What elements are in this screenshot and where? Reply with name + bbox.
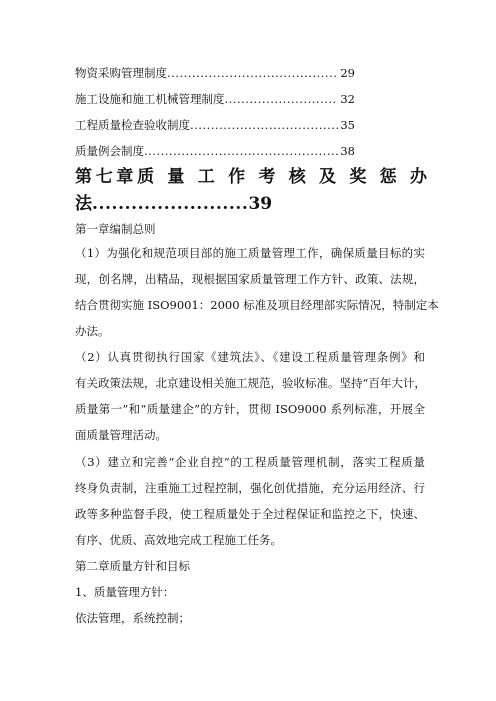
list-item: 1、质量管理方针： bbox=[75, 585, 175, 599]
paragraph-line: （3）建立和完善“企业自控”的工程质量管理机制，落实工程质量 bbox=[75, 455, 425, 469]
paragraph-line: 质量第一”和“质量建企”的方针，贯彻 ISO9000 系列标准，开展全 bbox=[75, 402, 425, 416]
toc-entry-title: 施工设施和施工机械管理制度 bbox=[75, 92, 225, 106]
paragraph-line: （2）认真贯彻执行国家《建筑法》、《建设工程质量管理条例》和 bbox=[75, 350, 425, 364]
paragraph-line: 现，创名牌，出精品，现根据国家质量管理工作方针、政策、法规， bbox=[75, 272, 425, 286]
chapter-7-title-continued[interactable] bbox=[75, 193, 272, 215]
toc-entry-title: 物资采购管理制度 bbox=[75, 66, 167, 80]
paragraph-line: 办法。 bbox=[75, 324, 110, 338]
toc-entry[interactable] bbox=[75, 144, 355, 158]
toc-leader-dots bbox=[190, 118, 338, 132]
list-item: 依法管理，系统控制； bbox=[75, 611, 190, 625]
paragraph-line: 结合贯彻实施 ISO9001：2000 标准及项目经理部实际情况，特制定本 bbox=[75, 298, 439, 312]
toc-entry[interactable] bbox=[75, 92, 355, 106]
paragraph-line: 有关政策法规，北京建设相关施工规范，验收标准。坚持“百年大计， bbox=[75, 376, 426, 390]
paragraph-line: 终身负责制，注重施工过程控制，强化创优措施，充分运用经济、行 bbox=[75, 481, 425, 495]
paragraph-line: （1）为强化和规范项目部的施工质量管理工作，确保质量目标的实 bbox=[75, 246, 425, 260]
toc-entry-title: 质量例会制度 bbox=[75, 144, 144, 158]
toc-entry-page: 38 bbox=[340, 144, 355, 158]
toc-leader-dots bbox=[225, 92, 339, 106]
chapter-7-page: 39 bbox=[248, 194, 273, 214]
chapter-7-title-tail: 法 bbox=[75, 194, 92, 214]
paragraph-line: 面质量管理活动。 bbox=[75, 428, 167, 442]
section-heading: 第二章质量方针和目标 bbox=[75, 559, 190, 573]
toc-entry-page: 32 bbox=[340, 92, 355, 106]
chapter-7-leader-dots: ........................ bbox=[92, 194, 249, 214]
chapter-7-title[interactable]: 第七章质 量 工 作 考 核 及 奖 惩 办 bbox=[75, 167, 427, 187]
toc-entry-page: 29 bbox=[340, 66, 355, 80]
toc-entry-title: 工程质量检查验收制度 bbox=[75, 118, 190, 132]
paragraph-line: 有序、优质、高效地完成工程施工任务。 bbox=[75, 533, 282, 547]
paragraph-line: 政等多种监督手段，使工程质量处于全过程保证和监控之下，快速、 bbox=[75, 507, 425, 521]
toc-entry[interactable] bbox=[75, 66, 355, 80]
toc-leader-dots bbox=[144, 144, 338, 158]
toc-entry[interactable] bbox=[75, 118, 355, 132]
toc-leader-dots bbox=[167, 66, 338, 80]
section-heading: 第一章编制总则 bbox=[75, 222, 156, 236]
toc-entry-page: 35 bbox=[340, 118, 355, 132]
